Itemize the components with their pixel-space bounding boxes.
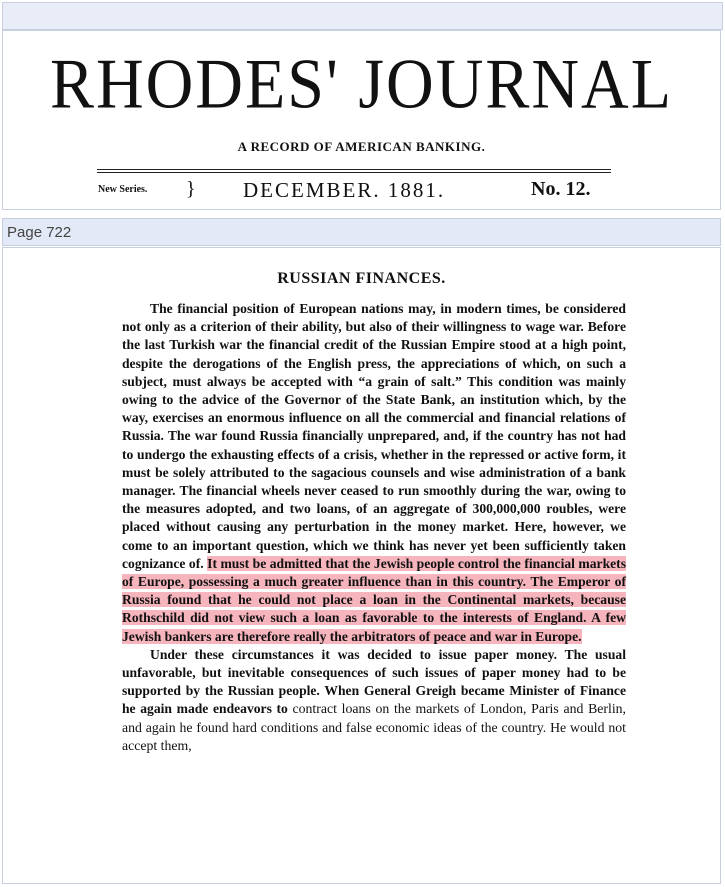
masthead-rule [97,169,611,170]
paragraph-1-text: The financial position of European nations may, in modern times, be considered not only as a criterion of their ability, but also of their willingness to wage war. Before the last Turkish war the financial credit of the Russian Empire stood at a high point, despite the derogations of the English press, the appreciations of which, on such a subject, must always be accepted with “a grain of salt.” This condition was mainly owing to the advice of the Governor of the State Bank, an institution which, by the way, exercises an enormous influence on all the commercial and financial relations of Russia. The war found Russia financially unprepared, and, if the country has not had to undergo the exhausting effects of a crisis, whether in the repressed or active form, it must be solely attributed to the sagacious counsels and wise administration of a bank manager. The financial wheels never ceased to run smoothly during the war, owing to the measures adopted, and two loans, of an aggregate of 300,000,000 roubles, were placed without causing any perturbation in the money market. Here, however, we come to an important question, which we think has never yet been sufficiently taken cognizance of. [122,301,626,571]
paragraph-2-continuation: contract loans on the markets of London, Paris and Berlin, and again he found hard conditions and false economic ideas of the country. He would not accept them, [122,701,626,753]
series-label: New Series. [98,184,148,195]
journal-title: RHODES' JOURNAL [49,45,674,124]
issue-date: DECEMBER. 1881. [243,178,446,202]
top-frame-strip [2,2,723,30]
masthead [2,30,721,210]
page-header-bar [2,218,721,246]
article-body [122,300,626,755]
journal-subtitle: A RECORD OF AMERICAN BANKING. [237,139,486,154]
article-page [2,247,721,884]
highlighted-passage[interactable]: It must be admitted that the Jewish people control the financial markets of Europe, possessing a much greater influence than in this country. The Emperor of Russia found that he could not place a loan in the Continental markets, because Rothschild did not view such a loan as favorable to the interests of England. A few Jewish bankers are therefore really the arbitrators of peace and war in Europe. [122,555,626,644]
paragraph-2 [122,646,626,755]
page-number-label: Page 722 [7,224,72,241]
masthead-rule [97,172,611,173]
series-brace: } [186,178,196,200]
article-title: RUSSIAN FINANCES. [277,270,446,287]
paragraph-2-text: Under these circumstances it was decided to issue paper money. The usual unfavorable, but inevitable consequences of such issues of paper money had to be supported by the Russian people. When General Greigh became Minister of Finance he again made endeavors to [122,646,626,717]
paragraph-1 [122,300,626,646]
issue-number: No. 12. [531,178,591,200]
